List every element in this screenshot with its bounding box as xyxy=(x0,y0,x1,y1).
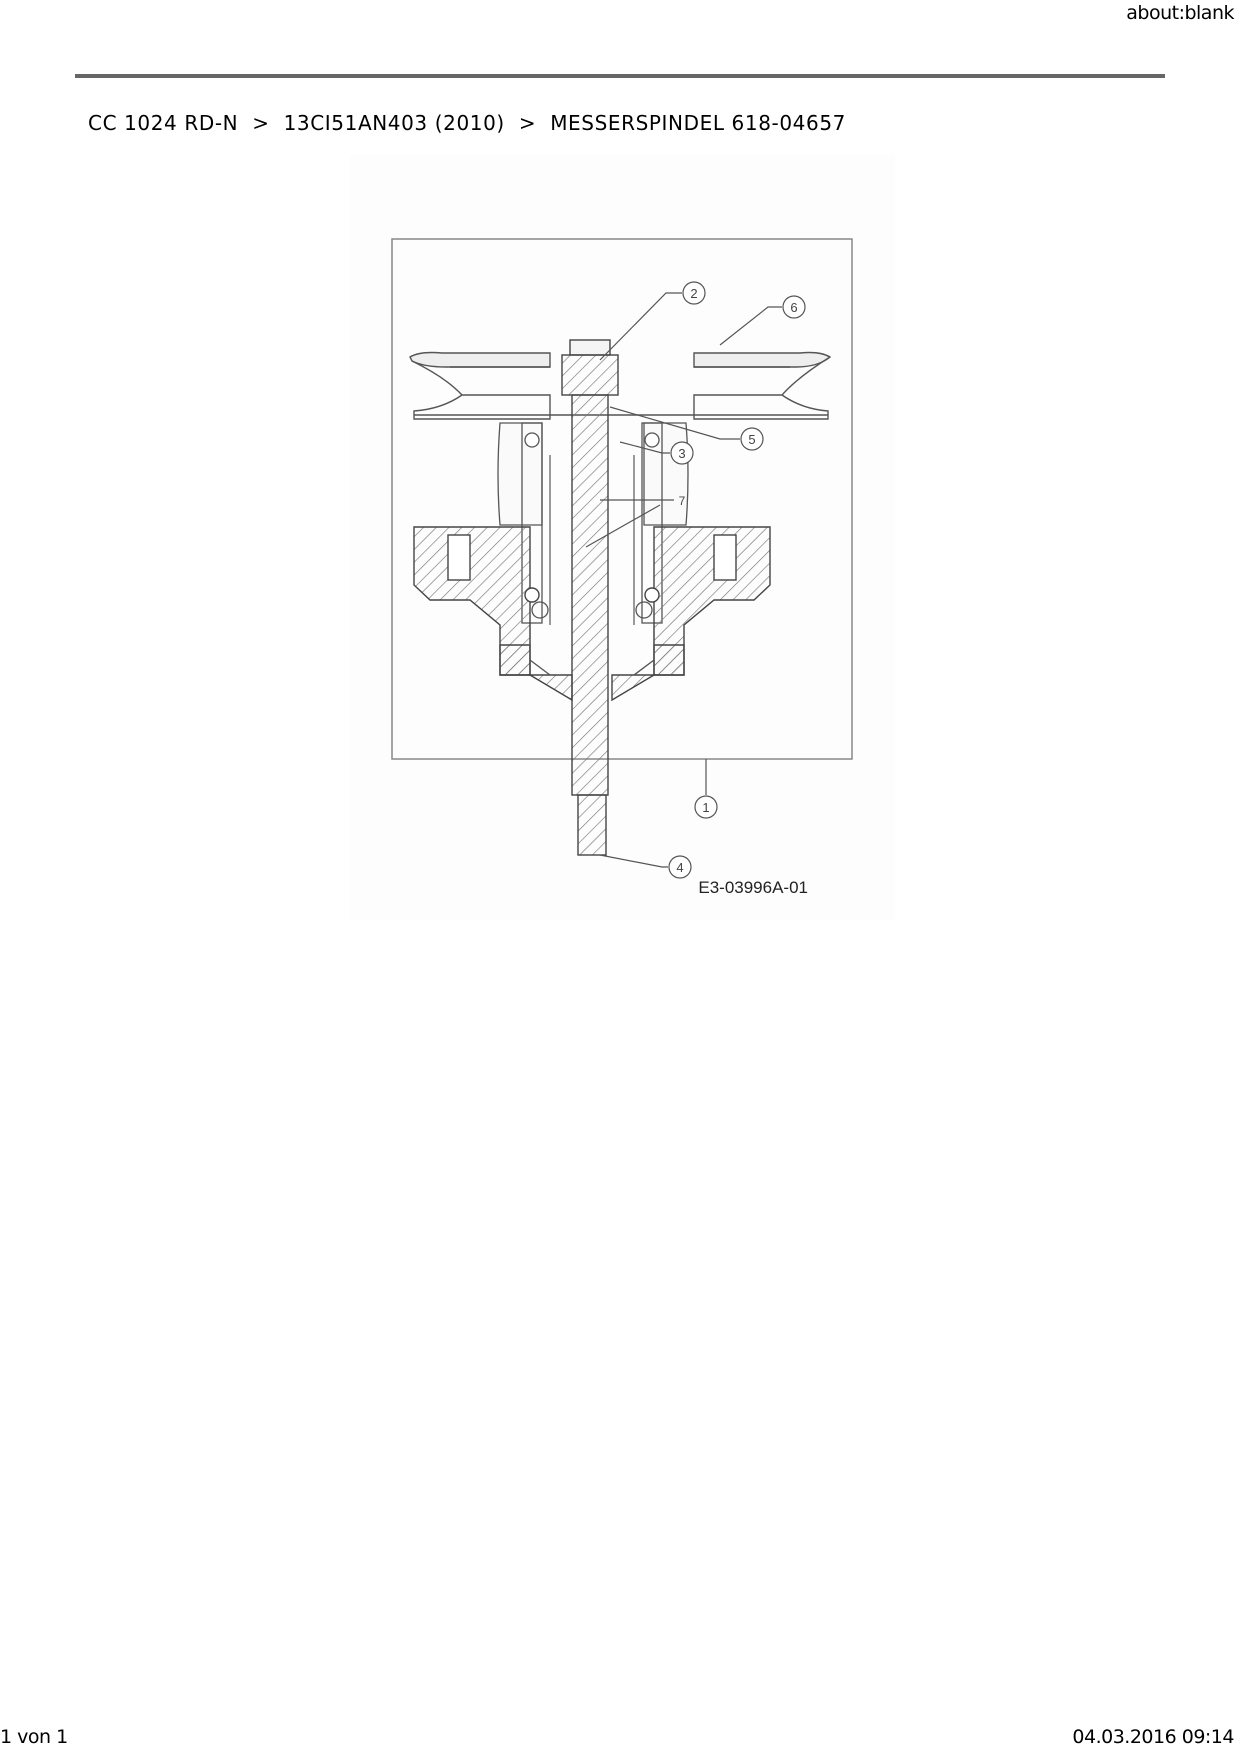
svg-text:3: 3 xyxy=(678,446,686,461)
breadcrumb-item-model[interactable]: CC 1024 RD-N xyxy=(88,111,239,135)
print-timestamp: 04.03.2016 09:14 xyxy=(1072,1726,1234,1748)
svg-text:5: 5 xyxy=(748,432,756,447)
pulley xyxy=(410,353,830,420)
exploded-parts-diagram xyxy=(350,155,895,920)
callout-7 xyxy=(679,494,686,508)
callout-1 xyxy=(695,796,717,818)
svg-text:6: 6 xyxy=(790,300,798,315)
callout-6 xyxy=(783,296,805,318)
svg-text:7: 7 xyxy=(678,494,686,508)
svg-text:1: 1 xyxy=(702,800,710,815)
page-url-header: about:blank xyxy=(1126,2,1234,24)
page-counter: 1 von 1 xyxy=(0,1726,68,1748)
callout-2 xyxy=(683,282,705,304)
svg-text:4: 4 xyxy=(676,860,684,875)
header-divider xyxy=(75,74,1165,78)
callout-4 xyxy=(669,856,691,878)
drawing-code: E3-03996A-01 xyxy=(698,878,808,897)
spindle-drawing xyxy=(350,155,895,920)
callout-5 xyxy=(741,428,763,450)
breadcrumb-separator: > xyxy=(518,111,537,135)
spindle-shaft xyxy=(562,340,618,855)
breadcrumb-item-part: MESSERSPINDEL 618-04657 xyxy=(550,111,846,135)
callout-3 xyxy=(671,442,693,464)
breadcrumb xyxy=(88,111,846,135)
breadcrumb-item-serial[interactable]: 13CI51AN403 (2010) xyxy=(283,111,505,135)
breadcrumb-separator: > xyxy=(252,111,270,135)
svg-text:2: 2 xyxy=(690,286,698,301)
